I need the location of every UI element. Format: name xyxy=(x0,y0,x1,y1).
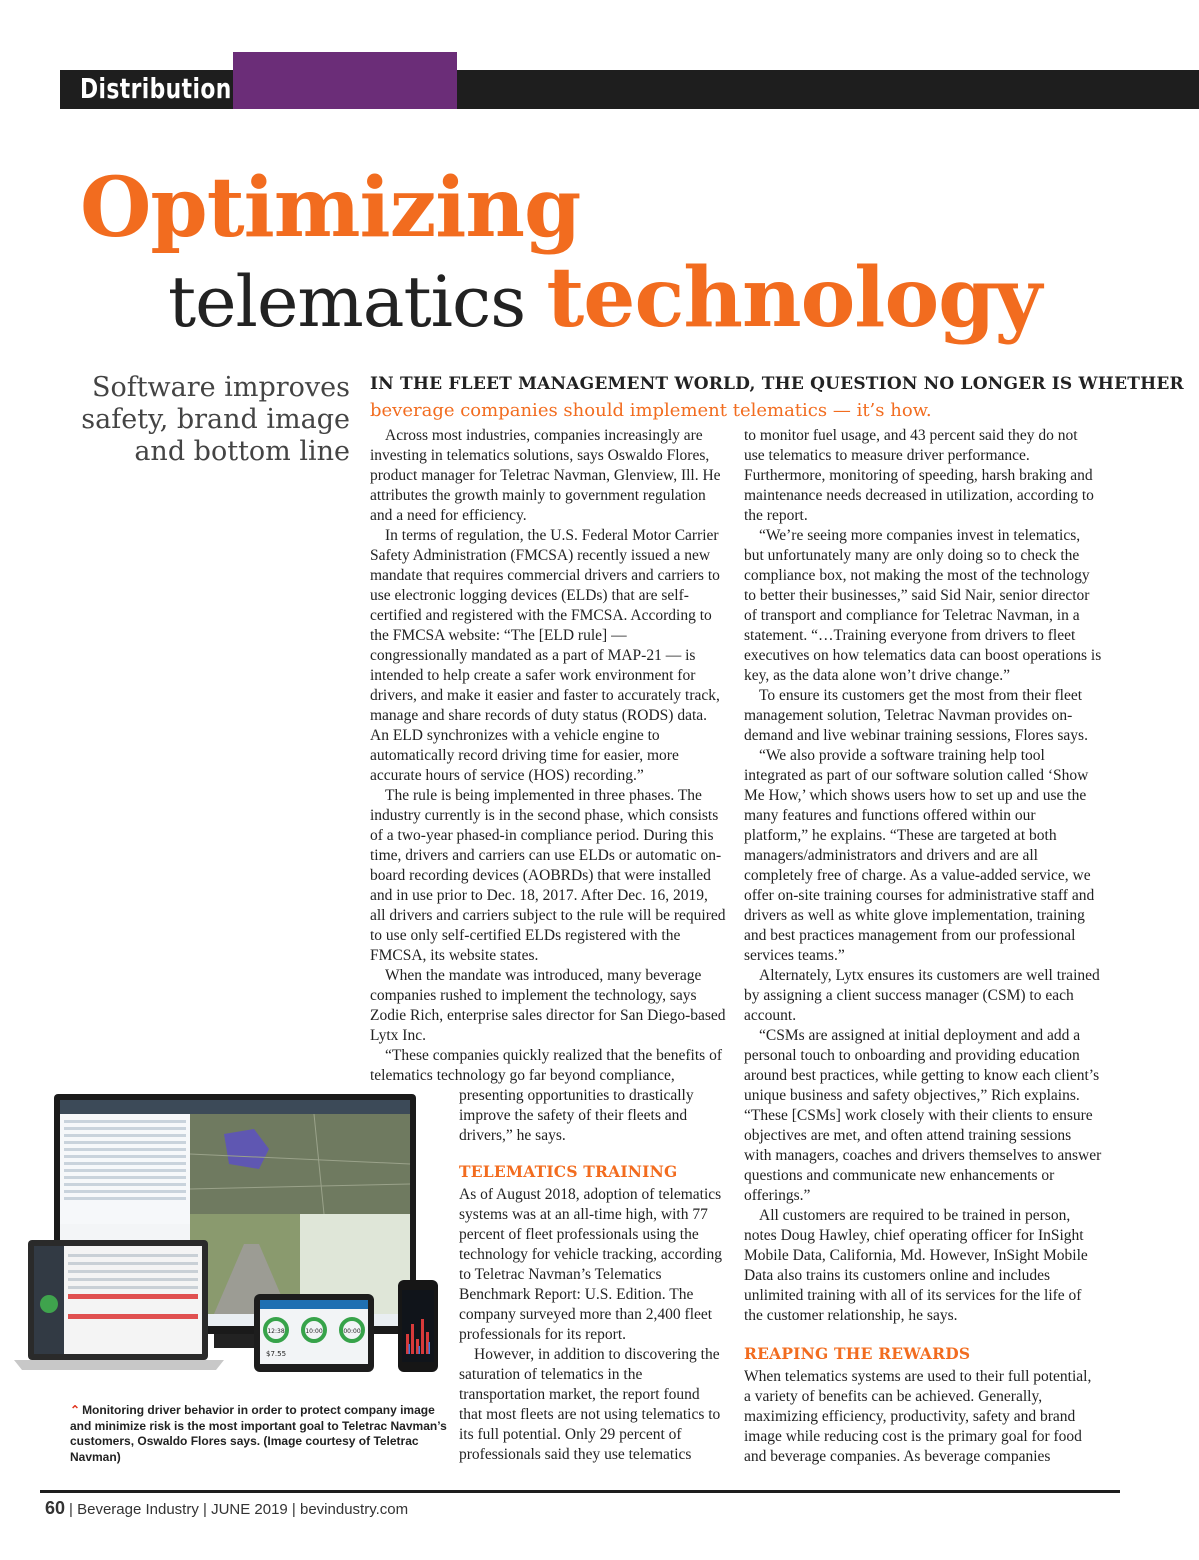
page-footer xyxy=(45,1498,408,1519)
subhead-rewards: REAPING THE REWARDS xyxy=(744,1344,971,1363)
paragraph: “These companies quickly realized that the benefits of telematics technology go far beyond compliance, xyxy=(370,1047,722,1084)
paragraph: to monitor fuel usage, and 43 percent said they do not use telematics to measure driver performance. Furthermore, monitoring of speeding, harsh braking and maintenance needs decreased in utilization, according to the report. xyxy=(744,427,1094,524)
section-accent-block xyxy=(233,52,457,109)
footer-text: | Beverage Industry | JUNE 2019 | bevindustry.com xyxy=(69,1501,409,1518)
caption-text: Monitoring driver behavior in order to protect company image and minimize risk is the most important goal to Teletrac Navman’s customers, Oswaldo Flores says. (Image courtesy of Teletrac Navman) xyxy=(70,1403,447,1464)
tablet-value-1: 12:38 xyxy=(267,1328,285,1335)
article-deck: Software improves safety, brand image and bottom line xyxy=(81,372,350,467)
headline-plain: telematics xyxy=(168,261,526,343)
footer-rule xyxy=(40,1490,1120,1493)
paragraph: “We also provide a software training help tool integrated as part of our software solution called ‘Show Me How,’ which shows users how to set up and use the many features and functions offered within our platform,” he explains. “These are targeted at both managers/administrators and drivers and are all completely free of charge. As a value-added service, we offer on-site training courses for administrative staff and drivers as well as white glove implementation, training and best practices management from our professional services teams.” xyxy=(744,747,1095,964)
paragraph: “We’re seeing more companies invest in telematics, but unfortunately many are only doing so to check the compliance box, not making the most of the technology to better their businesses,” said Sid Nair, senior director of transport and compliance for Teletrac Navman, in a statement. “…Training everyone from drivers to fleet executives on how telematics data can boost operations is key, as the data alone won’t drive change.” xyxy=(744,527,1102,684)
tablet-value-3: 00:00 xyxy=(343,1328,361,1335)
column-1-lower xyxy=(459,1086,726,1465)
tablet-value-4: $7.55 xyxy=(266,1350,287,1358)
section-label: Distribution xyxy=(80,72,232,105)
subhead-training: TELEMATICS TRAINING xyxy=(459,1162,678,1181)
paragraph: Alternately, Lytx ensures its customers are well trained by assigning a client success manager (CSM) to each account. xyxy=(744,967,1100,1024)
paragraph: In terms of regulation, the U.S. Federal Motor Carrier Safety Administration (FMCSA) recently issued a new mandate that requires commercial drivers and carriers to use electronic logging devices (ELDs) that are self-certified and registered with the FMCSA. According to the FMCSA website: “The [ELD rule] — congressionally mandated as a part of MAP-21 — is intended to help create a safer work environment for drivers, and make it easier and faster to accurately track, manage and share records of duty status (RODS) data. An ELD synchronizes with a vehicle engine to automatically record driving time for easier, more accurate hours of service (HOS) recording.” xyxy=(370,527,720,784)
headline-line-1: Optimizing xyxy=(80,160,581,256)
tablet-value-2: 10:00 xyxy=(305,1328,323,1335)
paragraph: As of August 2018, adoption of telematics systems was at an all-time high, with 77 percent of fleet professionals using the technology for vehicle tracking, according to Teletrac Navman’s Telematics Benchmark Report: U.S. Edition. The company surveyed more than 2,400 fleet professionals for its report. xyxy=(459,1186,722,1343)
lede-line-2: beverage companies should implement telematics — it’s how. xyxy=(370,400,932,421)
column-2-lower xyxy=(744,1344,1102,1467)
column-1 xyxy=(370,426,726,1086)
column-2 xyxy=(744,426,1102,1326)
paragraph: “CSMs are assigned at initial deployment and add a personal touch to onboarding and providing education around best practices, while getting to know each client’s unique business and safety objectives,” Rich explains. “These [CSMs] work closely with their clients to ensure objectives are met, and often attend training sessions with managers, coaches and drivers themselves to answer questions and communicate new enhancements or offerings.” xyxy=(744,1027,1102,1204)
paragraph: presenting opportunities to drastically improve the safety of their fleets and drivers,” he says. xyxy=(459,1087,694,1144)
page-number: 60 xyxy=(45,1498,66,1518)
paragraph: When telematics systems are used to their full potential, a variety of benefits can be achieved. Generally, maximizing efficiency, productivity, safety and brand image while reducing cost is the primary goal for food and beverage companies. As beverage companies xyxy=(744,1368,1092,1465)
headline-accent: technology xyxy=(546,250,1042,346)
paragraph: When the mandate was introduced, many beverage companies rushed to implement the technology, says Zodie Rich, enterprise sales director for San Diego-based Lytx Inc. xyxy=(370,967,726,1044)
double-chevron-up-icon: ⌃ xyxy=(70,1403,81,1417)
headline-line-2 xyxy=(168,250,1041,346)
paragraph: To ensure its customers get the most from their fleet management solution, Teletrac Navman provides on-demand and live webinar training sessions, Flores says. xyxy=(744,687,1088,744)
figure-caption xyxy=(70,1403,450,1465)
paragraph: Across most industries, companies increasingly are investing in telematics solutions, says Oswaldo Flores, product manager for Teletrac Navman, Glenview, Ill. He attributes the growth mainly to government regulation and a need for efficiency. xyxy=(370,427,721,524)
device-photo xyxy=(14,1094,446,1384)
paragraph: The rule is being implemented in three phases. The industry currently is in the second phase, which consists of a two-year phased-in compliance period. During this time, drivers and carriers can use ELDs or automatic on-board recording devices (AOBRDs) that were installed and in use prior to Dec. 18, 2017. After Dec. 16, 2019, all drivers and carriers subject to the rule will be required to use only self-certified ELDs registered with the FMCSA, its website states. xyxy=(370,787,726,964)
paragraph: However, in addition to discovering the saturation of telematics in the transportation market, the report found that most fleets are not using telematics to its full potential. Only 29 percent of professionals said they use telematics xyxy=(459,1346,721,1463)
map-view xyxy=(190,1114,410,1214)
paragraph: All customers are required to be trained in person, notes Doug Hawley, chief operating officer for InSight Mobile Data, California, Md. However, InSight Mobile Data also trains its customers online and includes unlimited training with all of its services for the life of the customer relationship, he says. xyxy=(744,1207,1088,1324)
lede-line-1: IN THE FLEET MANAGEMENT WORLD, THE QUESTION NO LONGER IS WHETHER xyxy=(370,374,1184,394)
